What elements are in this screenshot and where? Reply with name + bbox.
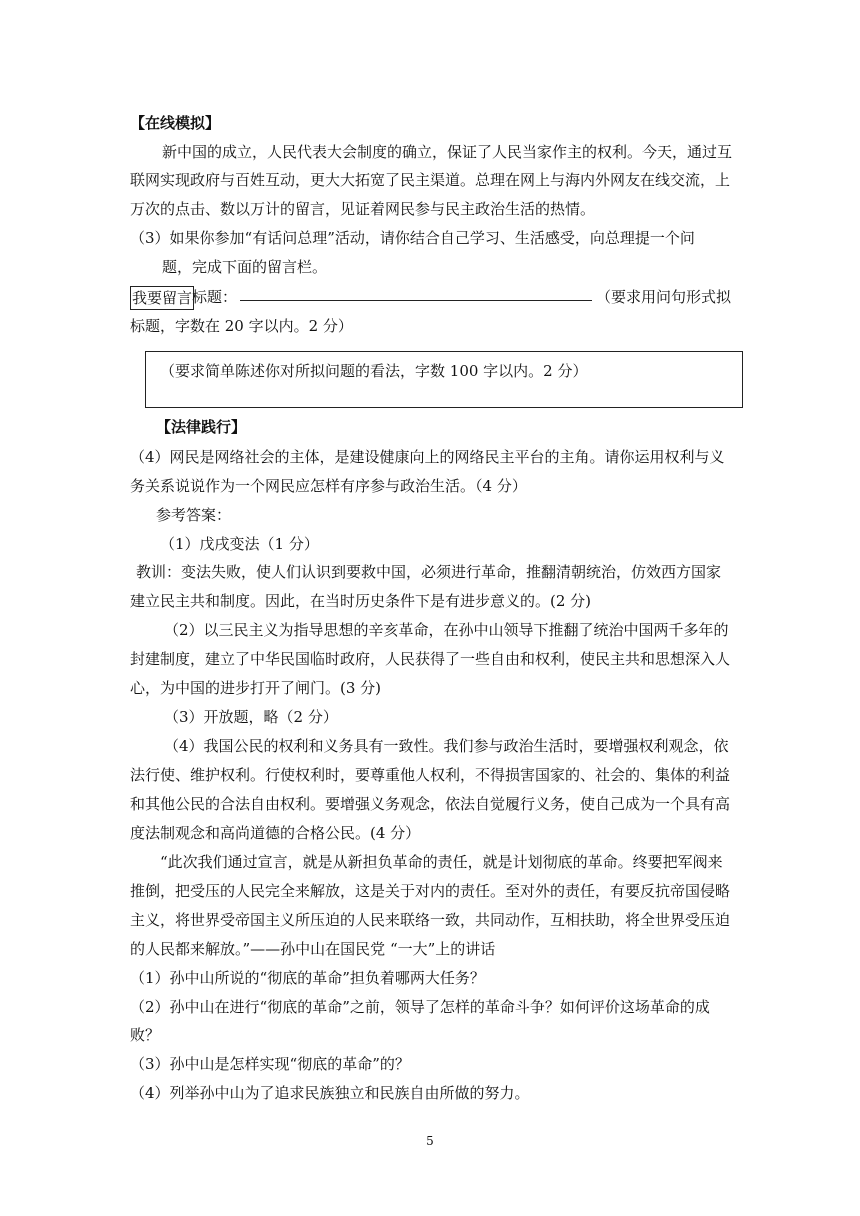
page-number: 5 bbox=[426, 1134, 434, 1148]
answer-1: （1）戊戌变法（1 分） bbox=[160, 535, 319, 553]
quote-line: 主义，将世界受帝国主义所压迫的人民来联络一致，共同动作，互相扶助，将全世界受压迫 bbox=[130, 911, 731, 929]
intro-paragraph-line: 新中国的成立，人民代表大会制度的确立，保证了人民当家作主的权利。今天，通过互 bbox=[162, 143, 733, 161]
section-heading-online-simulation: 【在线模拟】 bbox=[130, 114, 221, 132]
answer-4-line: 和其他公民的合法自由权利。要增强义务观念，依法自觉履行义务，使自己成为一个具有高 bbox=[130, 795, 731, 813]
title-requirement: （要求用问句形式拟 bbox=[596, 288, 732, 306]
question-3-line: （3）如果你参加“有话问总理”活动，请你结合自己学习、生活感受，向总理提一个问 bbox=[130, 229, 695, 247]
section-heading-law-practice: 【法律践行】 bbox=[156, 418, 247, 436]
message-box[interactable] bbox=[145, 351, 743, 408]
question-line: （3）孙中山是怎样实现“彻底的革命”的？ bbox=[130, 1055, 410, 1073]
quote-line: 的人民都来解放。”——孙中山在国民党 “一大”上的讲话 bbox=[130, 940, 496, 958]
answer-4-line: 法行使、维护权利。行使权利时，要尊重他人权利，不得损害国家的、社会的、集体的利益 bbox=[130, 766, 731, 784]
title-label: 标题： bbox=[192, 288, 238, 306]
answers-title: 参考答案： bbox=[156, 506, 232, 524]
answer-4-line: 度法制观念和高尚道德的合格公民。(4 分） bbox=[130, 824, 421, 842]
question-line: （4）列举孙中山为了追求民族独立和民族自由所做的努力。 bbox=[130, 1084, 530, 1102]
intro-paragraph-line: 联网实现政府与百姓互动，更大大拓宽了民主渠道。总理在网上与海内外网友在线交流，上 bbox=[130, 171, 731, 189]
answer-4-line: （4）我国公民的权利和义务具有一致性。我们参与政治生活时，要增强权利观念，依 bbox=[164, 737, 729, 755]
answer-1-lesson-line: 教训：变法失败，使人们认识到要救中国，必须进行革命，推翻清朝统治，仿效西方国家 bbox=[136, 563, 722, 581]
question-4-line: 务关系说说作为一个网民应怎样有序参与政治生活。（4 分） bbox=[130, 477, 527, 495]
question-3-line: 题，完成下面的留言栏。 bbox=[162, 258, 328, 276]
quote-line: 推倒，把受压的人民完全来解放，这是关于对内的责任。至对外的责任，有要反抗帝国侵略 bbox=[130, 882, 731, 900]
title-requirement-continued: 标题，字数在 20 字以内。2 分） bbox=[130, 317, 353, 335]
question-line: 败？ bbox=[130, 1026, 161, 1044]
question-line: （2）孙中山在进行“彻底的革命”之前，领导了怎样的革命斗争？如何评价这场革命的成 bbox=[130, 998, 710, 1016]
quote-line: “此次我们通过宣言，就是从新担负革命的责任，就是计划彻底的革命。终要把军阀来 bbox=[160, 853, 723, 871]
title-blank-line[interactable] bbox=[240, 300, 592, 301]
answer-2-line: 心，为中国的进步打开了闸门。(3 分) bbox=[130, 679, 382, 697]
question-line: （1）孙中山所说的“彻底的革命”担负着哪两大任务？ bbox=[130, 969, 485, 987]
answer-1-lesson-line: 建立民主共和制度。因此，在当时历史条件下是有进步意义的。(2 分) bbox=[130, 592, 592, 610]
answer-2-line: 封建制度，建立了中华民国临时政府，人民获得了一些自由和权利，使民主共和思想深入人 bbox=[130, 650, 731, 668]
message-box-instruction: （要求简单陈述你对所拟问题的看法，字数 100 字以内。2 分） bbox=[160, 362, 588, 380]
intro-paragraph-line: 万次的点击、数以万计的留言，见证着网民参与民主政治生活的热情。 bbox=[130, 200, 596, 218]
answer-3: （3）开放题，略（2 分） bbox=[164, 708, 338, 726]
answer-2-line: （2）以三民主义为指导思想的辛亥革命，在孙中山领导下推翻了统治中国两千多年的 bbox=[164, 621, 729, 639]
leave-message-label: 我要留言 bbox=[130, 286, 194, 310]
question-4-line: （4）网民是网络社会的主体，是建设健康向上的网络民主平台的主角。请你运用权利与义 bbox=[130, 448, 725, 466]
